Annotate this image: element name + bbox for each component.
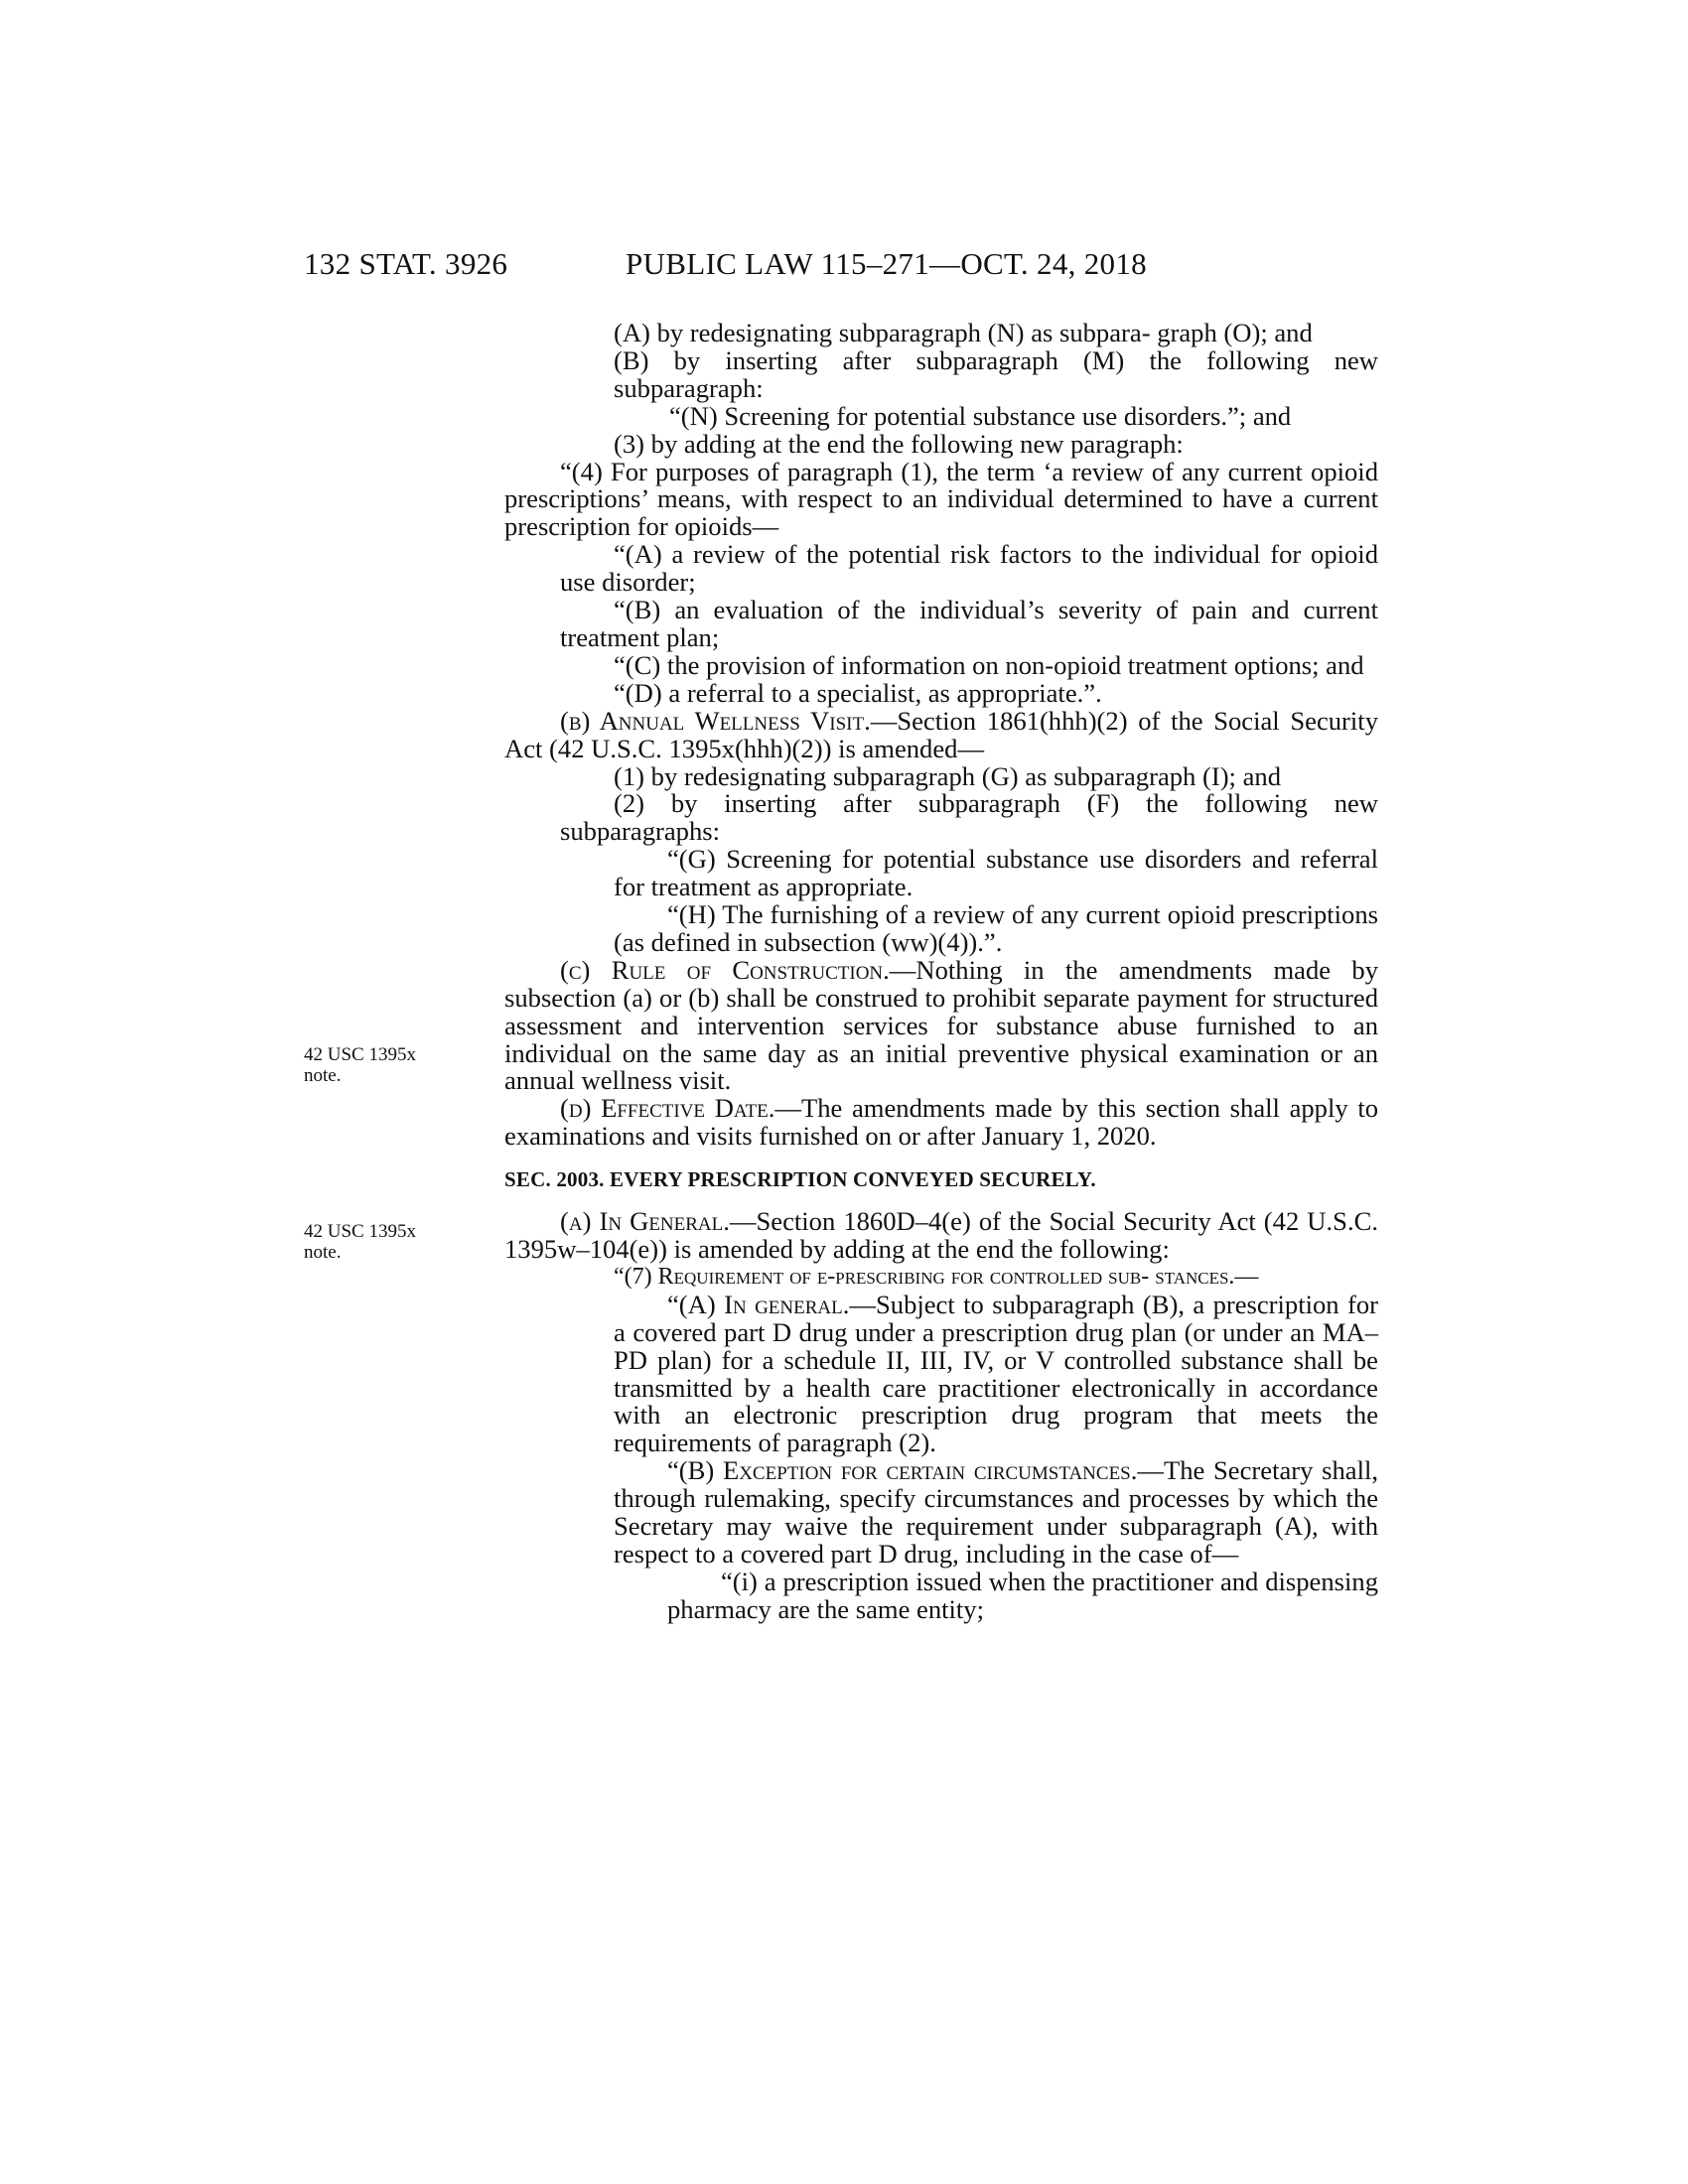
running-header-title: PUBLIC LAW 115–271—OCT. 24, 2018 xyxy=(626,246,1147,281)
paragraph xyxy=(504,954,1378,1096)
margin-note-label: note. xyxy=(304,1065,342,1086)
margin-note-label: note. xyxy=(304,1242,342,1263)
paragraph-heading: (d) Effective Date. xyxy=(560,1093,775,1124)
paragraph: “(G) Screening for potential substance use disorders and referral for treatment as appropriate. xyxy=(614,844,1378,902)
paragraph: “(D) a referral to a specialist, as appropriate.”. xyxy=(614,677,1102,708)
paragraph: (A) by redesignating subparagraph (N) as subpara- graph (O); and xyxy=(614,318,1313,347)
paragraph xyxy=(504,1457,1378,1569)
paragraph-heading: “(7) Requirement of e-prescribing for controlled sub- stances.— xyxy=(614,1263,1259,1290)
paragraph xyxy=(504,1208,1378,1264)
paragraph-text: —Subject to subparagraph (B), a prescription for a covered part D drug under a prescription drug plan (or under an MA–PD plan) for a schedule II, III, IV, or V controlled substance shall be transmitted by a health care practitioner electronically in accordance with an electronic prescription drug program that meets the requirements of paragraph (2). xyxy=(614,1289,1378,1458)
document-body xyxy=(504,320,1378,1624)
paragraph: “(4) For purposes of paragraph (1), the term ‘a review of any current opioid prescriptions’ means, with respect to an individual determined to have a current prescription for opioids— xyxy=(504,456,1378,542)
paragraph-text: —The Secretary shall, through rulemaking, specify circumstances and processes by which the Secretary may waive the requirement under subparagraph (A), with respect to a covered part D drug, including in the case of— xyxy=(614,1455,1378,1569)
section-heading: SEC. 2003. EVERY PRESCRIPTION CONVEYED SECURELY. xyxy=(504,1167,1096,1192)
paragraph: “(i) a prescription issued when the practitioner and dispensing pharmacy are the same entity; xyxy=(667,1566,1378,1624)
paragraph-text: —The amendments made by this section shall apply to examinations and visits furnished on or after January 1, 2020. xyxy=(504,1093,1379,1152)
page-stat-reference: 132 STAT. 3926 xyxy=(304,246,508,281)
margin-note-citation: 42 USC 1395x xyxy=(304,1221,416,1242)
paragraph-heading: (c) Rule of Construction. xyxy=(560,954,890,985)
paragraph: (3) by adding at the end the following new paragraph: xyxy=(614,428,1184,459)
paragraph: (1) by redesignating subparagraph (G) as subparagraph (I); and xyxy=(614,760,1281,791)
paragraph: “(H) The furnishing of a review of any current opioid prescriptions (as defined in subsection (ww)(4)).”. xyxy=(614,899,1378,957)
paragraph: “(A) a review of the potential risk factors to the individual for opioid use disorder; xyxy=(560,539,1378,598)
margin-note-1 xyxy=(304,1044,416,1086)
paragraph-heading: (a) In General. xyxy=(560,1206,730,1237)
paragraph: “(B) an evaluation of the individual’s severity of pain and current treatment plan; xyxy=(560,595,1378,652)
paragraph: (2) by inserting after subparagraph (F) the following new subparagraphs: xyxy=(560,788,1378,847)
paragraph xyxy=(504,1289,1378,1458)
paragraph-text: —Section 1861(hhh)(2) of the Social Security Act (42 U.S.C. 1395x(hhh)(2)) is amended— xyxy=(504,705,1378,763)
paragraph: (B) by inserting after subparagraph (M) the following new subparagraph: xyxy=(614,344,1378,403)
paragraph-heading: “(A) In general. xyxy=(667,1289,850,1319)
paragraph: “(N) Screening for potential substance use disorders.”; and xyxy=(669,400,1292,431)
paragraph-text: —Nothing in the amendments made by subsection (a) or (b) shall be construed to prohibit separate payment for structured assessment and intervention services for substance abuse furnished to an individual on the same day as an initial preventive physical examination or an annual wellness visit. xyxy=(504,954,1378,1096)
paragraph: “(C) the provision of information on non-opioid treatment options; and xyxy=(614,649,1364,680)
paragraph xyxy=(504,705,1378,763)
paragraph-heading: “(B) Exception for certain circumstances. xyxy=(667,1455,1138,1486)
margin-note-citation: 42 USC 1395x xyxy=(304,1044,416,1065)
paragraph-heading: (b) Annual Wellness Visit. xyxy=(560,705,871,736)
paragraph xyxy=(504,1095,1378,1151)
paragraph-text: —Section 1860D–4(e) of the Social Security Act (42 U.S.C. 1395w–104(e)) is amended by adding at the end the following: xyxy=(504,1206,1378,1264)
margin-note-2 xyxy=(304,1221,416,1263)
